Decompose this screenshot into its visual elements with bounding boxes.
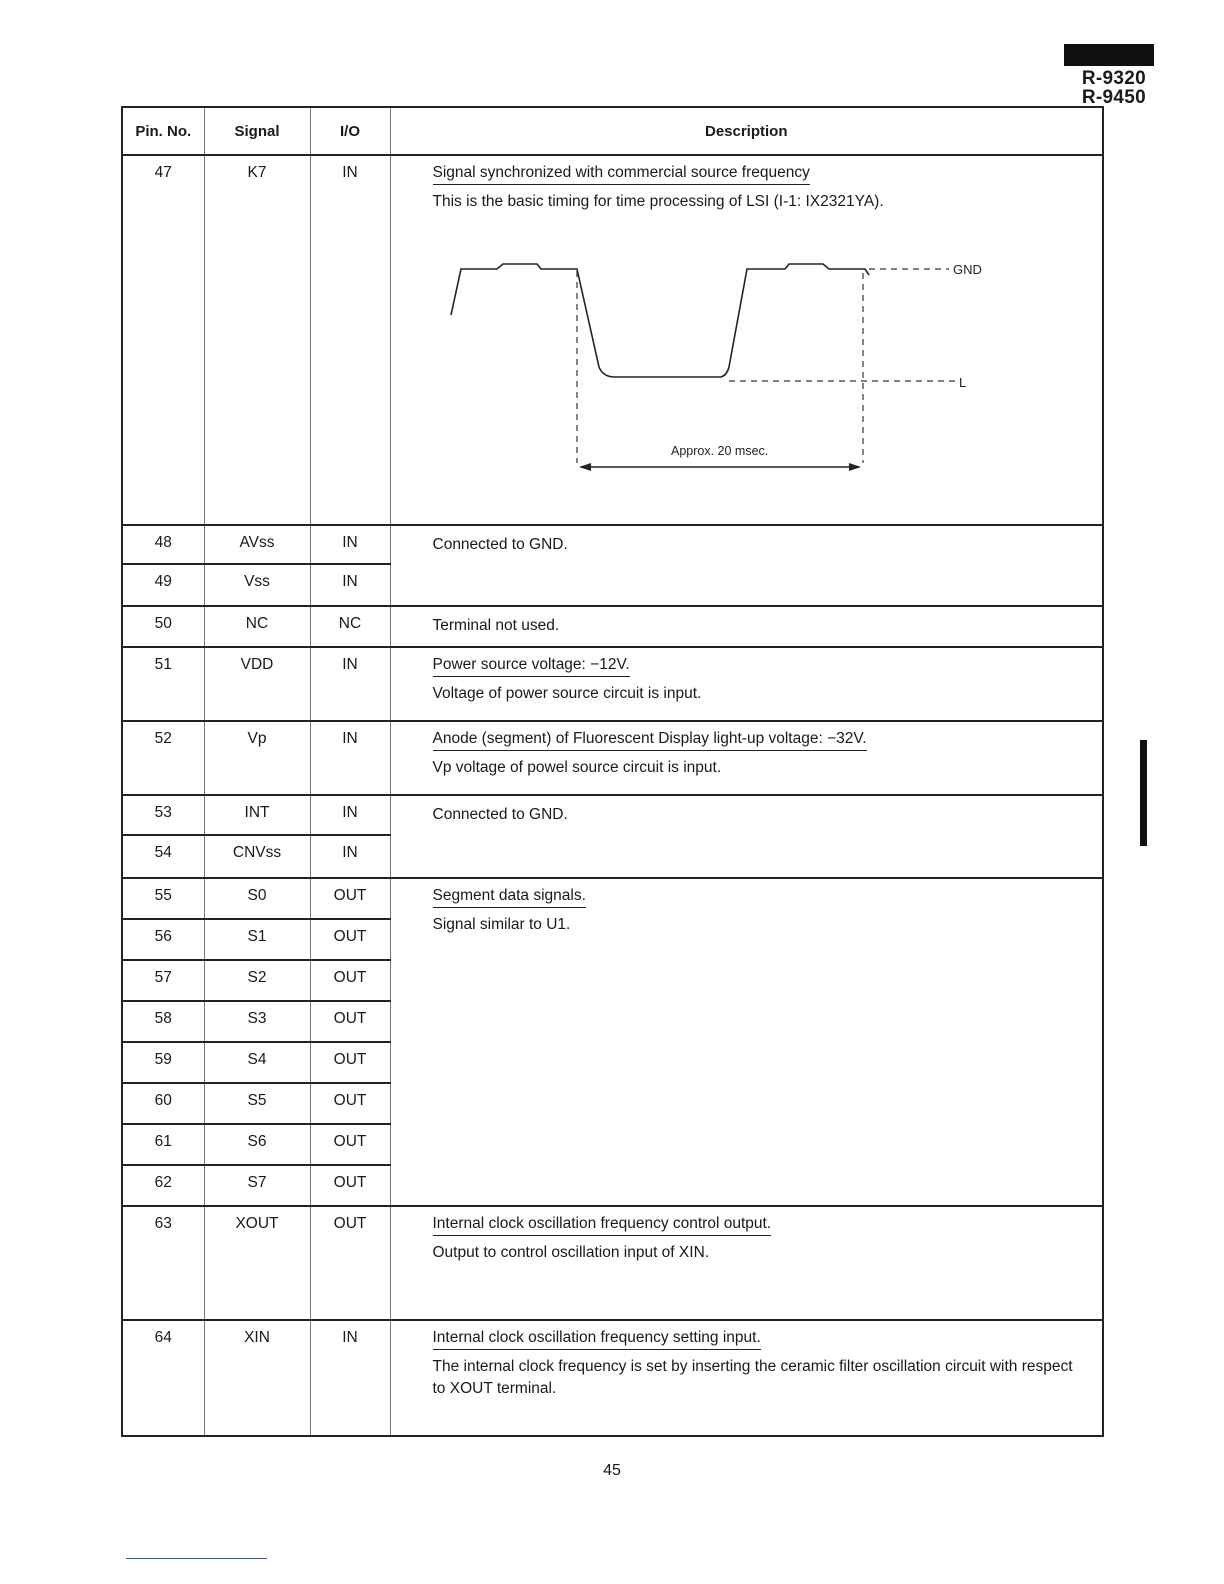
pin-number: 64 <box>122 1320 204 1436</box>
model-number-1: R-9320 <box>1081 68 1146 89</box>
io-type: IN <box>310 647 390 721</box>
header-io: I/O <box>310 107 390 155</box>
io-type: OUT <box>310 1042 390 1083</box>
signal-name: S3 <box>204 1001 310 1042</box>
pin-number: 50 <box>122 606 204 647</box>
pin-number: 63 <box>122 1206 204 1320</box>
description-title: Power source voltage: −12V. <box>433 656 630 677</box>
io-type: OUT <box>310 960 390 1001</box>
waveform-signal-trace <box>451 264 869 377</box>
io-type: IN <box>310 835 390 878</box>
description-title: Anode (segment) of Fluorescent Display light-up voltage: −32V. <box>433 730 867 751</box>
table-row-55 <box>122 878 1103 919</box>
description-cell <box>390 525 1103 606</box>
description-text: Vp voltage of powel source circuit is input. <box>432 759 722 776</box>
low-level-label: L <box>958 375 966 390</box>
signal-name: XOUT <box>204 1206 310 1320</box>
signal-name: S0 <box>204 878 310 919</box>
table-row-64 <box>122 1320 1103 1436</box>
io-type: OUT <box>310 878 390 919</box>
description-cell <box>390 647 1103 721</box>
signal-name: S4 <box>204 1042 310 1083</box>
io-type: IN <box>310 721 390 795</box>
side-tab-marker <box>1140 740 1147 846</box>
description-text: Terminal not used. <box>432 617 560 634</box>
description-cell <box>390 795 1103 878</box>
io-type: IN <box>310 155 390 525</box>
io-type: IN <box>310 525 390 564</box>
period-arrow <box>579 463 861 471</box>
signal-name: S1 <box>204 919 310 960</box>
table-row-48 <box>122 525 1103 564</box>
table-row-50 <box>122 606 1103 647</box>
description-text: Connected to GND. <box>432 806 568 823</box>
description-cell <box>390 155 1103 525</box>
signal-name: S6 <box>204 1124 310 1165</box>
signal-name: CNVss <box>204 835 310 878</box>
bottom-rule <box>126 1558 267 1559</box>
page-number: 45 <box>603 1462 621 1479</box>
signal-name: XIN <box>204 1320 310 1436</box>
pin-number: 51 <box>122 647 204 721</box>
signal-name: INT <box>204 795 310 835</box>
description-title: Signal synchronized with commercial source frequency <box>433 164 810 185</box>
description-text: Output to control oscillation input of XIN. <box>432 1244 710 1261</box>
description-cell <box>390 878 1103 1206</box>
pin-number: 61 <box>122 1124 204 1165</box>
description-text: Connected to GND. <box>432 536 568 553</box>
signal-name: AVss <box>204 525 310 564</box>
pin-description-table <box>121 106 1104 1437</box>
table-row-53 <box>122 795 1103 835</box>
signal-name: Vp <box>204 721 310 795</box>
description-cell <box>390 606 1103 647</box>
io-type: OUT <box>310 919 390 960</box>
io-type: OUT <box>310 1165 390 1206</box>
io-type: OUT <box>310 1001 390 1042</box>
io-type: IN <box>310 795 390 835</box>
io-type: IN <box>310 1320 390 1436</box>
pin-number: 62 <box>122 1165 204 1206</box>
model-number-2: R-9450 <box>1081 87 1146 108</box>
description-cell <box>390 1206 1103 1320</box>
table-row-47 <box>122 155 1103 525</box>
pin-number: 53 <box>122 795 204 835</box>
period-label: Approx. 20 msec. <box>670 444 768 458</box>
pin-number: 60 <box>122 1083 204 1124</box>
signal-name: VDD <box>204 647 310 721</box>
signal-name: S5 <box>204 1083 310 1124</box>
description-title: Internal clock oscillation frequency setting input. <box>433 1329 761 1350</box>
header-signal: Signal <box>204 107 310 155</box>
pin-number: 59 <box>122 1042 204 1083</box>
pin-number: 49 <box>122 564 204 606</box>
header-description: Description <box>390 107 1103 155</box>
signal-name: S2 <box>204 960 310 1001</box>
pin-number: 48 <box>122 525 204 564</box>
pin-number: 58 <box>122 1001 204 1042</box>
gnd-label: GND <box>952 262 982 277</box>
signal-name: Vss <box>204 564 310 606</box>
io-type: IN <box>310 564 390 606</box>
pin-number: 47 <box>122 155 204 525</box>
io-type: OUT <box>310 1083 390 1124</box>
table-row-51 <box>122 647 1103 721</box>
description-title: Segment data signals. <box>433 887 586 908</box>
table-row-52 <box>122 721 1103 795</box>
io-type: NC <box>310 606 390 647</box>
description-cell <box>390 721 1103 795</box>
table-header-row <box>122 107 1103 155</box>
description-cell <box>390 1320 1103 1436</box>
signal-name: K7 <box>204 155 310 525</box>
pin-number: 57 <box>122 960 204 1001</box>
header-black-mark <box>1064 44 1154 66</box>
pin-number: 56 <box>122 919 204 960</box>
description-text: This is the basic timing for time processing of LSI (I-1: IX2321YA). <box>432 193 884 210</box>
table-row-63 <box>122 1206 1103 1320</box>
pin-number: 52 <box>122 721 204 795</box>
header-pin: Pin. No. <box>122 107 204 155</box>
description-text: Voltage of power source circuit is input. <box>432 685 702 702</box>
signal-name: S7 <box>204 1165 310 1206</box>
description-title: Internal clock oscillation frequency control output. <box>433 1215 772 1236</box>
description-text: The internal clock frequency is set by inserting the ceramic filter oscillation circuit with respect to XOUT terminal. <box>432 1358 1073 1397</box>
pin-number: 55 <box>122 878 204 919</box>
waveform-diagram <box>429 231 1009 471</box>
description-text: Signal similar to U1. <box>432 916 571 933</box>
io-type: OUT <box>310 1206 390 1320</box>
pin-number: 54 <box>122 835 204 878</box>
signal-name: NC <box>204 606 310 647</box>
io-type: OUT <box>310 1124 390 1165</box>
